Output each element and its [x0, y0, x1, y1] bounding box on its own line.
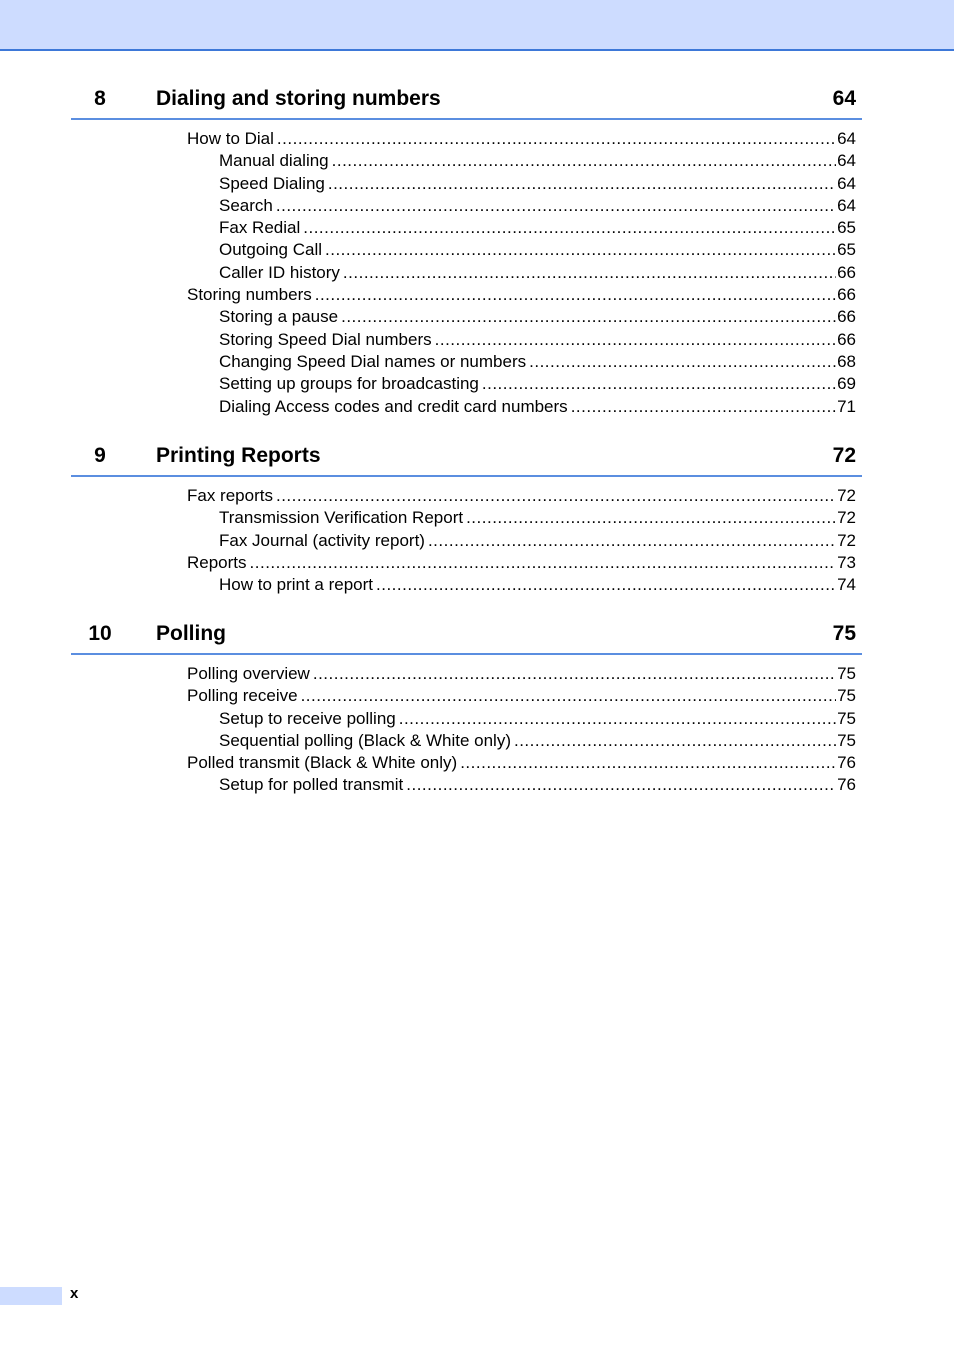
- chapter-heading: [71, 82, 862, 120]
- chapter-9: [71, 439, 862, 596]
- toc-entry-title: Setup for polled transmit: [219, 775, 404, 795]
- toc-entry-page: 75: [837, 686, 856, 706]
- dot-leader: [328, 173, 836, 195]
- toc-entry-page: 75: [837, 664, 856, 683]
- chapter-title[interactable]: Dialing and storing numbers: [156, 87, 441, 110]
- toc-entry-page: 65: [837, 218, 856, 238]
- toc-entry-page: 66: [837, 329, 856, 349]
- toc-entry-page: 68: [837, 351, 856, 371]
- toc-entry[interactable]: [71, 239, 862, 261]
- toc-entry-title: Reports: [187, 552, 247, 572]
- toc-entry-title: Dialing Access codes and credit card numbers: [219, 396, 568, 416]
- chapter-page: 75: [832, 622, 856, 645]
- toc-entry-title: Transmission Verification Report: [219, 508, 464, 528]
- toc-entry-title: Fax reports: [187, 486, 273, 505]
- chapter-heading: [71, 617, 862, 655]
- toc-entry-page: 64: [837, 173, 856, 193]
- toc-entry[interactable]: [71, 306, 862, 328]
- dot-leader: [276, 485, 836, 507]
- toc-entry[interactable]: [71, 262, 862, 284]
- chapter-entries: [71, 663, 862, 797]
- toc-entry-title: Outgoing Call: [219, 240, 323, 260]
- toc-entry-page: 71: [837, 396, 856, 416]
- chapter-entries: [71, 128, 862, 418]
- toc-entry-page: 66: [837, 285, 856, 305]
- toc-entry[interactable]: [71, 396, 862, 418]
- toc-entry-title: Setup to receive polling: [219, 708, 396, 728]
- chapter-entries: [71, 485, 862, 596]
- chapter-number: 8: [94, 87, 106, 110]
- toc-entry-title: Polled transmit (Black & White only): [187, 753, 458, 773]
- page-number: x: [70, 1285, 79, 1302]
- header-band: [0, 0, 954, 51]
- toc-entry[interactable]: [71, 373, 862, 395]
- dot-leader: [399, 708, 836, 730]
- chapter-10: [71, 617, 862, 797]
- dot-leader: [406, 774, 836, 796]
- chapter-number: 10: [88, 622, 112, 645]
- toc-entry[interactable]: [71, 284, 862, 306]
- dot-leader: [313, 663, 836, 685]
- toc-entry-title: Search: [219, 195, 273, 215]
- toc-entry-page: 64: [837, 129, 856, 148]
- dot-leader: [343, 262, 836, 284]
- dot-leader: [376, 574, 836, 596]
- toc-entry[interactable]: [71, 150, 862, 172]
- toc-entry-title: Manual dialing: [219, 151, 329, 171]
- toc-entry-title: Setting up groups for broadcasting: [219, 374, 479, 394]
- toc-entry-title: How to Dial: [187, 129, 274, 148]
- chapter-number: 9: [94, 444, 106, 467]
- toc-entry[interactable]: [71, 329, 862, 351]
- toc-entry-page: 72: [837, 486, 856, 505]
- toc-entry-page: 69: [837, 374, 856, 394]
- toc-entry-page: 72: [837, 508, 856, 528]
- toc-entry[interactable]: [71, 663, 862, 685]
- toc-entry[interactable]: [71, 574, 862, 596]
- dot-leader: [428, 530, 836, 552]
- toc-entry-title: Fax Journal (activity report): [219, 530, 425, 550]
- toc-entry-page: 75: [837, 708, 856, 728]
- dot-leader: [460, 752, 836, 774]
- toc-entry-page: 75: [837, 730, 856, 750]
- toc-entry-title: Polling receive: [187, 686, 298, 706]
- toc-entry[interactable]: [71, 128, 862, 150]
- toc-entry[interactable]: [71, 774, 862, 796]
- dot-leader: [301, 685, 837, 707]
- toc-entry-title: Polling overview: [187, 664, 310, 683]
- dot-leader: [276, 195, 836, 217]
- toc-entry-page: 64: [837, 151, 856, 171]
- dot-leader: [277, 128, 836, 150]
- dot-leader: [529, 351, 836, 373]
- dot-leader: [571, 396, 836, 418]
- toc-entry[interactable]: [71, 708, 862, 730]
- toc-entry-title: Storing a pause: [219, 307, 339, 327]
- toc-entry[interactable]: [71, 752, 862, 774]
- footer-tab: [0, 1287, 62, 1305]
- toc-entry-title: Storing Speed Dial numbers: [219, 329, 432, 349]
- chapter-page: 64: [832, 87, 856, 110]
- toc-entry[interactable]: [71, 530, 862, 552]
- dot-leader: [482, 373, 836, 395]
- dot-leader: [332, 150, 836, 172]
- toc-entry-page: 64: [837, 195, 856, 215]
- dot-leader: [466, 507, 836, 529]
- chapter-heading: [71, 439, 862, 477]
- toc-entry-title: Caller ID history: [219, 262, 340, 282]
- toc-entry[interactable]: [71, 351, 862, 373]
- toc-entry[interactable]: [71, 173, 862, 195]
- toc-entry-title: How to print a report: [219, 575, 374, 595]
- dot-leader: [341, 306, 836, 328]
- toc-entry[interactable]: [71, 685, 862, 707]
- dot-leader: [250, 552, 837, 574]
- toc-entry-title: Sequential polling (Black & White only): [219, 730, 511, 750]
- chapter-title[interactable]: Polling: [156, 622, 226, 645]
- toc-entry-page: 76: [837, 775, 856, 795]
- toc-entry-page: 73: [837, 552, 856, 572]
- dot-leader: [315, 284, 836, 306]
- dot-leader: [303, 217, 836, 239]
- toc-entry[interactable]: [71, 217, 862, 239]
- toc-entry[interactable]: [71, 507, 862, 529]
- toc-entry[interactable]: [71, 730, 862, 752]
- toc-entry-title: Storing numbers: [187, 285, 312, 305]
- toc-entry[interactable]: [71, 552, 862, 574]
- toc-entry-page: 72: [837, 530, 856, 550]
- toc-entry-title: Changing Speed Dial names or numbers: [219, 351, 527, 371]
- chapter-8: [71, 82, 862, 418]
- chapter-title[interactable]: Printing Reports: [156, 444, 321, 467]
- toc-entry-title: Speed Dialing: [219, 173, 325, 193]
- chapter-page: 72: [832, 444, 856, 467]
- dot-leader: [435, 329, 836, 351]
- dot-leader: [514, 730, 836, 752]
- toc-entry[interactable]: [71, 485, 862, 507]
- toc-entry-title: Fax Redial: [219, 218, 301, 238]
- toc-entry-page: 76: [837, 753, 856, 773]
- toc-entry[interactable]: [71, 195, 862, 217]
- dot-leader: [325, 239, 836, 261]
- toc-entry-page: 74: [837, 575, 856, 595]
- toc-entry-page: 65: [837, 240, 856, 260]
- toc-entry-page: 66: [837, 307, 856, 327]
- toc-entry-page: 66: [837, 262, 856, 282]
